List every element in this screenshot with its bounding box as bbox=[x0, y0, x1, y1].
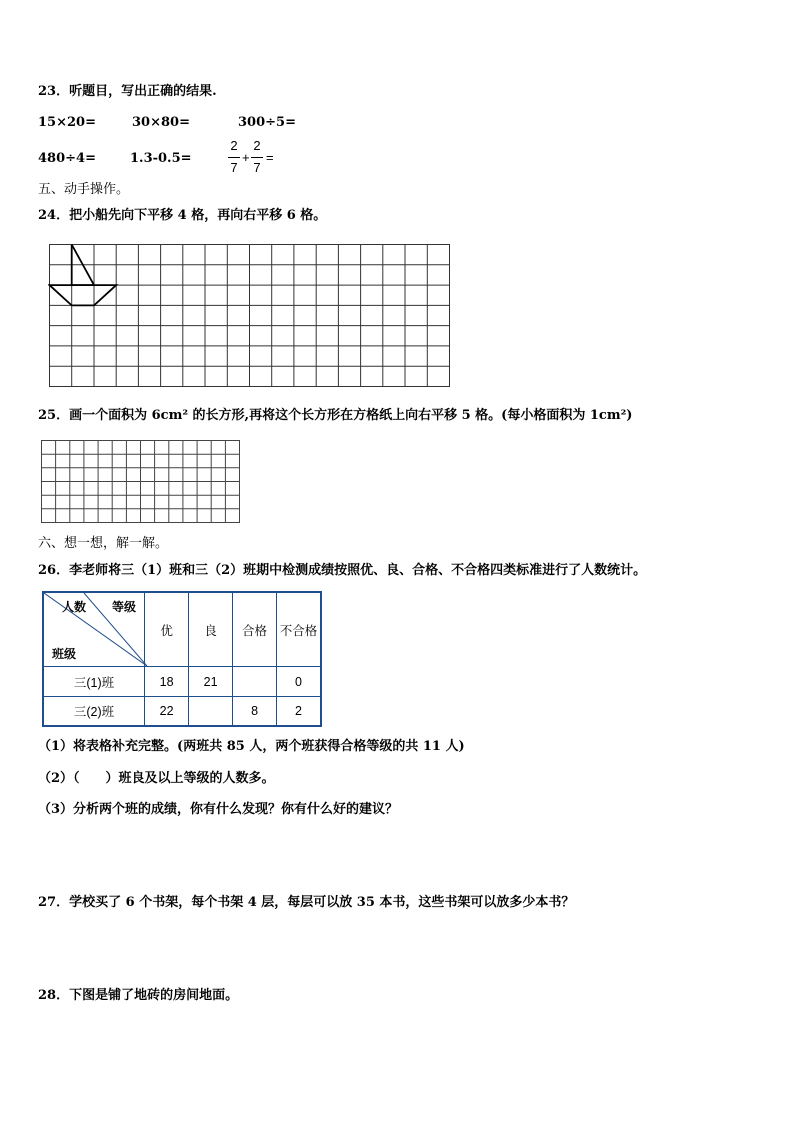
row-class-label: 三(1)班 bbox=[43, 667, 145, 697]
corner-label-grade: 等级 bbox=[112, 600, 137, 614]
corner-label-class: 班级 bbox=[52, 647, 77, 661]
q23-expr-5: 1.3-0.5= bbox=[130, 151, 192, 166]
cell-value-blank bbox=[233, 667, 277, 697]
equals-sign: = bbox=[266, 150, 274, 165]
fraction-1 bbox=[228, 138, 240, 178]
q26-sub2: （2）（ ）班良及以上等级的人数多。 bbox=[38, 771, 275, 786]
q23-expr-3: 300÷5= bbox=[238, 115, 296, 130]
q23-expr-1: 15×20= bbox=[38, 115, 96, 130]
boat-shape bbox=[50, 245, 117, 306]
boat-hull bbox=[50, 285, 117, 305]
table-row bbox=[43, 667, 321, 697]
cell-value: 21 bbox=[189, 667, 233, 697]
fraction-2-bar bbox=[251, 157, 263, 158]
q24-grid bbox=[48, 243, 451, 388]
header-pass: 合格 bbox=[233, 592, 277, 667]
cell-value: 22 bbox=[145, 697, 189, 726]
q27-title: 27．学校买了 6 个书架，每个书架 4 层，每层可以放 35 本书，这些书架可以放多少本书？ bbox=[38, 895, 575, 910]
cell-value: 0 bbox=[277, 667, 321, 697]
q26-title: 26．李老师将三（1）班和三（2）班期中检测成绩按照优、良、合格、不合格四类标准进行了人数统计。 bbox=[38, 563, 647, 578]
fraction-2-denominator: 7 bbox=[253, 160, 261, 175]
fraction-2-numerator: 2 bbox=[253, 138, 261, 153]
cell-value: 8 bbox=[233, 697, 277, 726]
plus-sign: + bbox=[242, 150, 250, 165]
section-5-title: 五、动手操作。 bbox=[38, 182, 130, 197]
fraction-1-denominator: 7 bbox=[230, 160, 238, 175]
header-excellent: 优 bbox=[145, 592, 189, 667]
q23-title: 23．听题目，写出正确的结果. bbox=[38, 84, 217, 99]
q24-title: 24．把小船先向下平移 4 格，再向右平移 6 格。 bbox=[38, 208, 327, 223]
score-table bbox=[42, 591, 322, 727]
q23-expr-4: 480÷4= bbox=[38, 151, 96, 166]
header-fail: 不合格 bbox=[277, 592, 321, 667]
q28-title: 28．下图是铺了地砖的房间地面。 bbox=[38, 988, 239, 1003]
fraction-2 bbox=[251, 138, 263, 178]
table-row bbox=[43, 697, 321, 726]
q25-title: 25．画一个面积为 6cm² 的长方形,再将这个长方形在方格纸上向右平移 5 格。(每小格面积为 1cm²) bbox=[38, 408, 633, 423]
row-class-label: 三(2)班 bbox=[43, 697, 145, 726]
q26-sub3: （3）分析两个班的成绩，你有什么发现？你有什么好的建议？ bbox=[38, 802, 399, 817]
cell-value: 2 bbox=[277, 697, 321, 726]
fraction-1-numerator: 2 bbox=[230, 138, 238, 153]
header-good: 良 bbox=[189, 592, 233, 667]
section-6-title: 六、想一想，解一解。 bbox=[38, 536, 169, 551]
cell-value: 18 bbox=[145, 667, 189, 697]
q23-expr-2: 30×80= bbox=[132, 115, 190, 130]
fraction-1-bar bbox=[228, 157, 240, 158]
q24-grid-lines bbox=[50, 245, 450, 387]
corner-label-count: 人数 bbox=[62, 600, 87, 614]
q25-grid bbox=[41, 440, 241, 524]
cell-value-blank bbox=[189, 697, 233, 726]
table-corner-header bbox=[43, 592, 145, 667]
q26-sub1: （1）将表格补充完整。(两班共 85 人，两个班获得合格等级的共 11 人) bbox=[38, 739, 465, 754]
